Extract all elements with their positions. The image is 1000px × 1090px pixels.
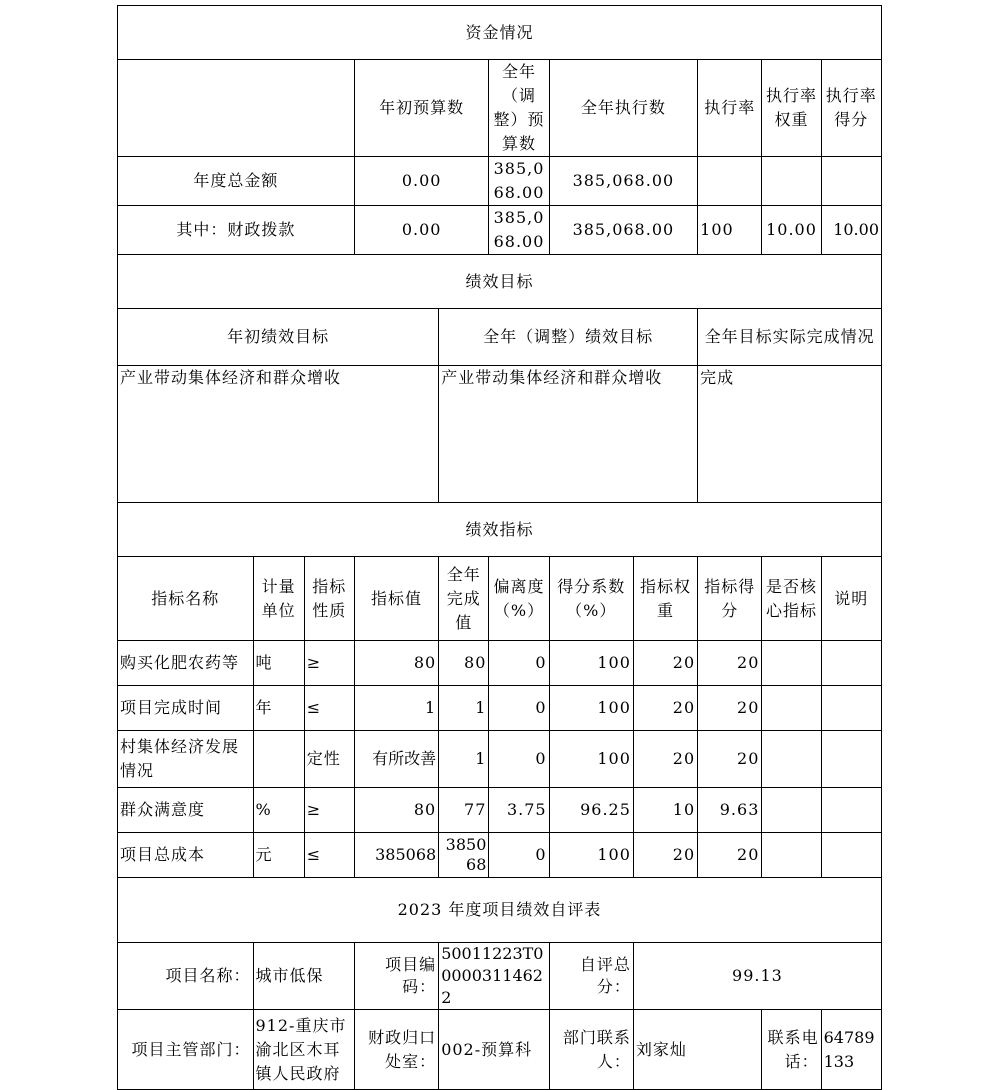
project-name-label: 项目名称：	[118, 943, 254, 1010]
ind-header-nature: 指标性质	[304, 557, 354, 641]
goals-actual-text: 完成	[698, 366, 882, 503]
table-row	[118, 788, 882, 833]
ind-completed: 80	[439, 641, 489, 686]
contact-label: 部门联系人：	[549, 1010, 633, 1090]
ind-deviation: 0	[489, 686, 549, 731]
table-row	[118, 641, 882, 686]
ind-unit: 年	[253, 686, 304, 731]
ind-unit: %	[253, 788, 304, 833]
funds-row-rate-score	[821, 157, 881, 206]
ind-value: 385068	[354, 833, 438, 878]
funds-header-rate: 执行率	[698, 60, 762, 157]
ind-name: 项目总成本	[118, 833, 254, 878]
ind-score: 20	[698, 641, 762, 686]
ind-completed: 1	[439, 731, 489, 788]
ind-score: 9.63	[698, 788, 762, 833]
funds-row-executed: 385,068.00	[549, 206, 698, 255]
ind-name: 项目完成时间	[118, 686, 254, 731]
indicators-section-title: 绩效指标	[118, 503, 882, 557]
ind-score: 20	[698, 686, 762, 731]
ind-header-note: 说明	[821, 557, 881, 641]
funds-row-label: 年度总金额	[118, 157, 355, 206]
ind-completed: 385068	[439, 833, 489, 878]
ind-nature: 定性	[304, 731, 354, 788]
funds-header-budget-adjusted: 全年（调整）预算数	[489, 60, 549, 157]
funds-header-blank	[118, 60, 355, 157]
ind-value: 80	[354, 788, 438, 833]
performance-self-evaluation-table	[117, 5, 882, 1090]
ind-value: 有所改善	[354, 731, 438, 788]
funds-header-executed: 全年执行数	[549, 60, 698, 157]
project-code-label: 项目编码：	[354, 943, 438, 1010]
finance-office-label: 财政归口处室：	[354, 1010, 438, 1090]
contact: 刘家灿	[633, 1010, 761, 1090]
table-row	[118, 686, 882, 731]
dept-label: 项目主管部门：	[118, 1010, 254, 1090]
ind-completed: 77	[439, 788, 489, 833]
ind-core	[762, 641, 821, 686]
ind-value: 1	[354, 686, 438, 731]
funds-header-budget-initial: 年初预算数	[354, 60, 489, 157]
phone-label: 联系电话：	[762, 1010, 821, 1090]
goals-header-adjusted: 全年（调整）绩效目标	[439, 309, 698, 366]
funds-row-budget-adjusted: 385,068.00	[489, 206, 549, 255]
funds-row-rate-score: 10.00	[821, 206, 881, 255]
table-row	[118, 833, 882, 878]
ind-deviation: 0	[489, 833, 549, 878]
ind-unit: 元	[253, 833, 304, 878]
ind-nature: ≥	[304, 788, 354, 833]
ind-nature: ≤	[304, 833, 354, 878]
goals-header-initial: 年初绩效目标	[118, 309, 439, 366]
funds-section-title: 资金情况	[118, 6, 882, 60]
ind-weight: 20	[633, 686, 697, 731]
ind-unit: 吨	[253, 641, 304, 686]
ind-weight: 10	[633, 788, 697, 833]
ind-header-coef: 得分系数（%）	[549, 557, 633, 641]
goals-header-actual: 全年目标实际完成情况	[698, 309, 882, 366]
ind-core	[762, 731, 821, 788]
ind-coef: 100	[549, 686, 633, 731]
project-code: 50011223T000003114622	[439, 943, 549, 1010]
ind-note	[821, 833, 881, 878]
funds-row-rate-weight	[762, 157, 821, 206]
funds-row-budget-initial: 0.00	[354, 157, 489, 206]
ind-score: 20	[698, 833, 762, 878]
ind-note	[821, 731, 881, 788]
ind-weight: 20	[633, 641, 697, 686]
funds-row-rate-weight: 10.00	[762, 206, 821, 255]
ind-coef: 96.25	[549, 788, 633, 833]
ind-coef: 100	[549, 641, 633, 686]
form-title: 2023 年度项目绩效自评表	[118, 878, 882, 943]
funds-header-rate-weight: 执行率权重	[762, 60, 821, 157]
funds-row-budget-adjusted: 385,068.00	[489, 157, 549, 206]
funds-row-executed: 385,068.00	[549, 157, 698, 206]
ind-deviation: 0	[489, 641, 549, 686]
goals-initial-text: 产业带动集体经济和群众增收	[118, 366, 439, 503]
ind-header-completed: 全年完成值	[439, 557, 489, 641]
ind-header-weight: 指标权重	[633, 557, 697, 641]
ind-name: 群众满意度	[118, 788, 254, 833]
ind-deviation: 3.75	[489, 788, 549, 833]
ind-header-name: 指标名称	[118, 557, 254, 641]
project-name: 城市低保	[253, 943, 354, 1010]
funds-row-rate	[698, 157, 762, 206]
ind-weight: 20	[633, 833, 697, 878]
funds-row-label: 其中：财政拨款	[118, 206, 355, 255]
ind-deviation: 0	[489, 731, 549, 788]
ind-core	[762, 788, 821, 833]
ind-coef: 100	[549, 731, 633, 788]
ind-unit	[253, 731, 304, 788]
ind-header-score: 指标得分	[698, 557, 762, 641]
finance-office: 002-预算科	[439, 1010, 549, 1090]
ind-header-deviation: 偏离度（%）	[489, 557, 549, 641]
ind-note	[821, 641, 881, 686]
ind-score: 20	[698, 731, 762, 788]
goals-adjusted-text: 产业带动集体经济和群众增收	[439, 366, 698, 503]
goals-section-title: 绩效目标	[118, 255, 882, 309]
table-row	[118, 731, 882, 788]
funds-header-rate-score: 执行率得分	[821, 60, 881, 157]
ind-coef: 100	[549, 833, 633, 878]
ind-nature: ≥	[304, 641, 354, 686]
phone: 64789133	[821, 1010, 881, 1090]
funds-row-budget-initial: 0.00	[354, 206, 489, 255]
ind-core	[762, 833, 821, 878]
dept: 912-重庆市渝北区木耳镇人民政府	[253, 1010, 354, 1090]
ind-completed: 1	[439, 686, 489, 731]
ind-name: 村集体经济发展情况	[118, 731, 254, 788]
ind-name: 购买化肥农药等	[118, 641, 254, 686]
ind-header-core: 是否核心指标	[762, 557, 821, 641]
total-score-label: 自评总分：	[549, 943, 633, 1010]
ind-note	[821, 686, 881, 731]
ind-note	[821, 788, 881, 833]
ind-header-value: 指标值	[354, 557, 438, 641]
funds-row-rate: 100	[698, 206, 762, 255]
ind-value: 80	[354, 641, 438, 686]
ind-weight: 20	[633, 731, 697, 788]
ind-nature: ≤	[304, 686, 354, 731]
ind-header-unit: 计量单位	[253, 557, 304, 641]
total-score: 99.13	[633, 943, 881, 1010]
ind-core	[762, 686, 821, 731]
